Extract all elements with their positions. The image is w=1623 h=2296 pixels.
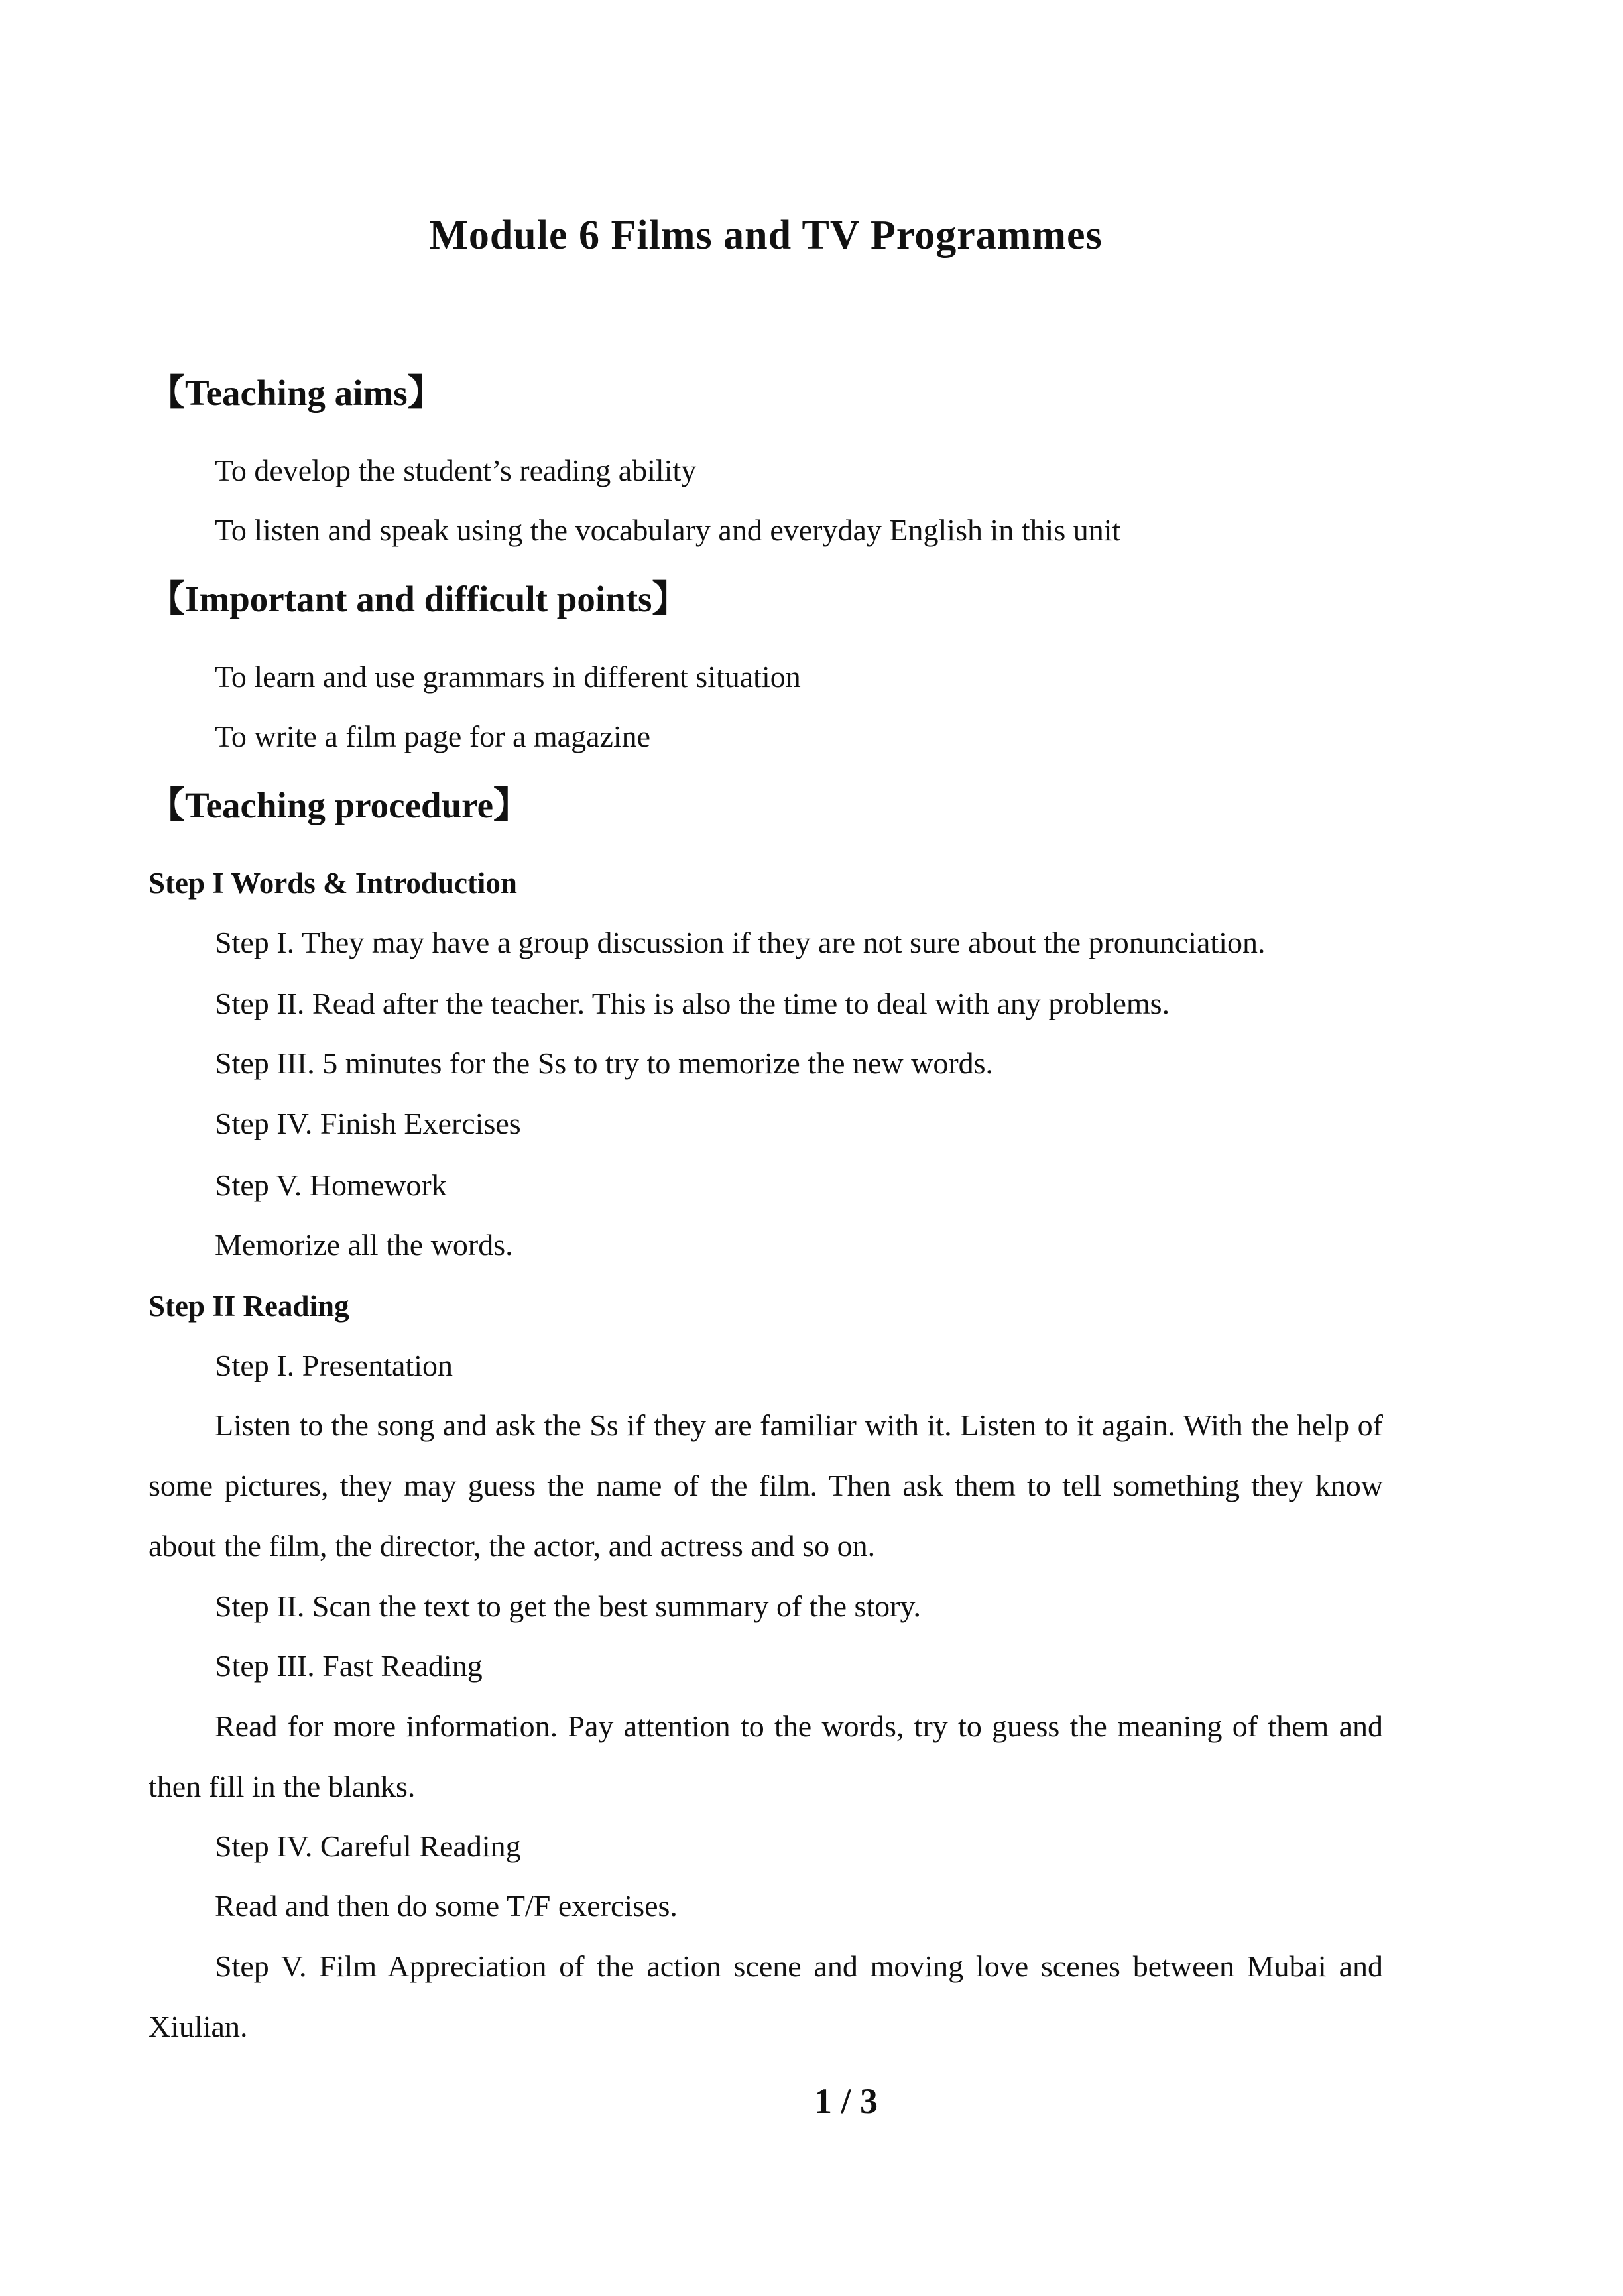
page-number: 1 / 3 (813, 2081, 878, 2121)
step2-careful-reading: Step IV. Careful Reading (215, 1829, 521, 1863)
step2-read-paragraph: Read for more information. Pay attention to the words, try to guess the meaning of them and then fill in the blanks. (149, 1709, 1383, 1803)
document-title: Module 6 Films and TV Programmes (429, 213, 1103, 258)
section-heading-teaching-aims: 【Teaching aims】 (149, 373, 444, 413)
points-item-1: To learn and use grammars in different situation (215, 660, 801, 694)
step1-line-2: Step II. Read after the teacher. This is also the time to deal with any problems. (215, 987, 1170, 1020)
step2-listen-paragraph: Listen to the song and ask the Ss if they are familiar with it. Listen to it again. With the help of some pictures, they may guess the name of the film. Then ask them to tell something they know about the film, the director, the actor, and actress and so on. (149, 1408, 1383, 1563)
step1-line-6: Memorize all the words. (215, 1228, 513, 1262)
step1-line-1: Step I. They may have a group discussion if they are not sure about the pronunciation. (215, 926, 1266, 959)
step2-title: Step II Reading (149, 1290, 349, 1323)
step1-line-5: Step V. Homework (215, 1168, 447, 1202)
step1-line-4: Step IV. Finish Exercises (215, 1107, 521, 1140)
step1-line-3: Step III. 5 minutes for the Ss to try to memorize the new words. (215, 1046, 994, 1080)
step2-film-appreciation: Step V. Film Appreciation of the action scene and moving love scenes between Mubai and Xiulian. (149, 1949, 1383, 2043)
step1-title: Step I Words & Introduction (149, 867, 517, 900)
section-heading-teaching-procedure: 【Teaching procedure】 (149, 785, 530, 825)
points-item-2: To write a film page for a magazine (215, 719, 651, 753)
step2-fast-reading: Step III. Fast Reading (215, 1649, 483, 1683)
step2-tf-exercises: Read and then do some T/F exercises. (215, 1889, 678, 1923)
step2-scan: Step II. Scan the text to get the best summary of the story. (215, 1589, 922, 1623)
section-heading-important-points: 【Important and difficult points】 (149, 579, 689, 619)
step2-presentation: Step I. Presentation (215, 1349, 453, 1382)
aims-item-2: To listen and speak using the vocabulary and everyday English in this unit (215, 513, 1121, 547)
aims-item-1: To develop the student’s reading ability (215, 453, 697, 487)
